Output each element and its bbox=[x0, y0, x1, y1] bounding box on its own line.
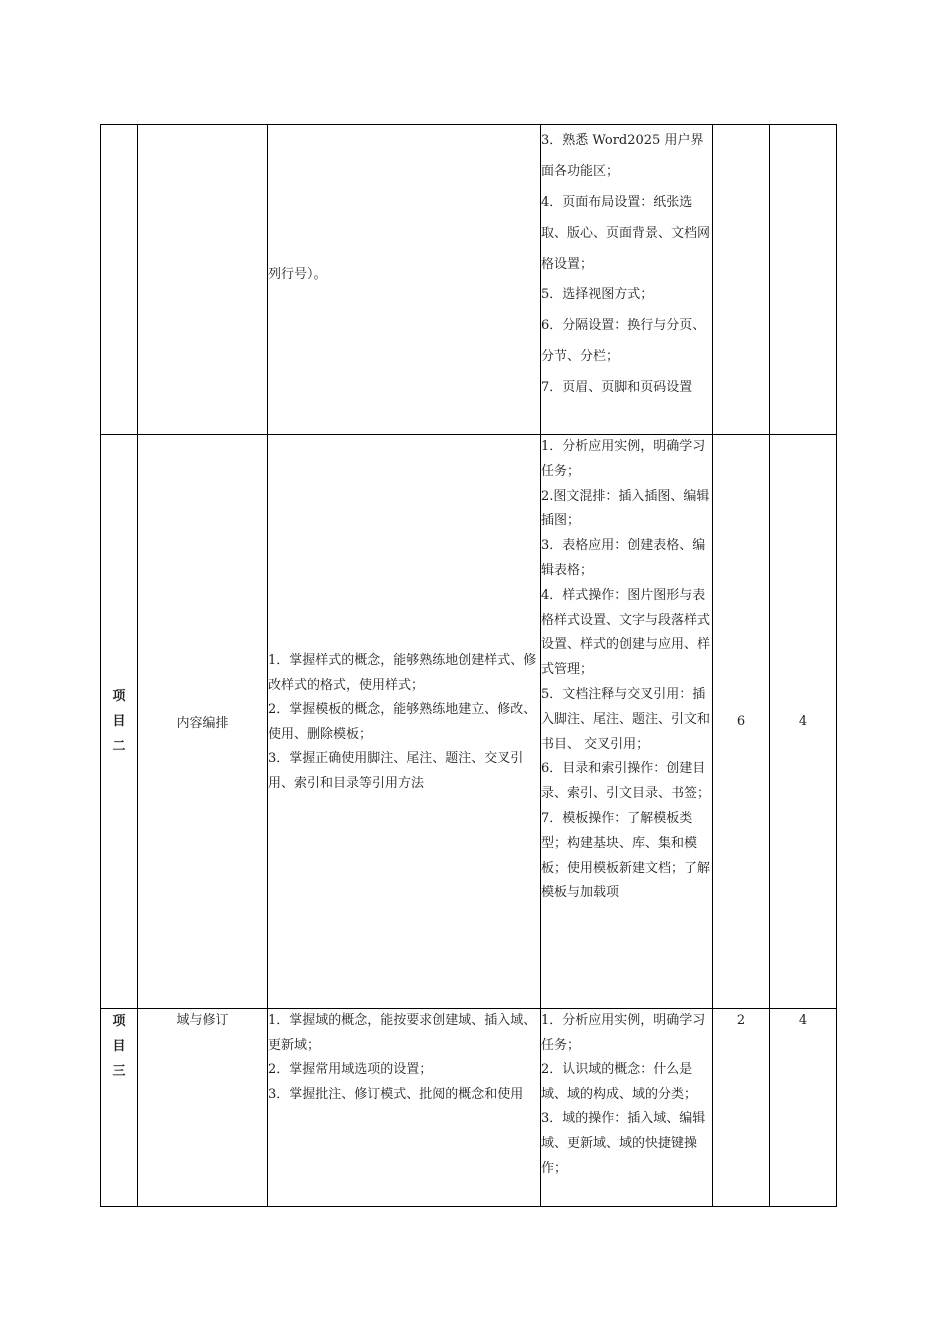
project-char: 项 bbox=[112, 1014, 126, 1029]
hours-practice-cell: 4 bbox=[770, 1009, 837, 1207]
goals-cell bbox=[268, 125, 541, 435]
task-item: 5．选择视图方式； bbox=[541, 287, 654, 302]
table-row bbox=[101, 435, 837, 1009]
project-cell bbox=[101, 1009, 138, 1207]
task-item: 3．域的操作：插入域、编辑域、更新域、域的快捷键操作； bbox=[541, 1111, 706, 1176]
task-item: 2．认识域的概念：什么是域、域的构成、域的分类； bbox=[541, 1062, 698, 1102]
module-name-cell: 域与修订 bbox=[138, 1009, 268, 1207]
project-char: 项 bbox=[112, 689, 126, 704]
task-item: 4．页面布局设置：纸张选取、版心、页面背景、文档网格设置； bbox=[541, 195, 711, 272]
goal-item: 3．掌握批注、修订模式、批阅的概念和使用 bbox=[268, 1086, 524, 1102]
module-name-cell bbox=[138, 125, 268, 435]
project-char: 二 bbox=[112, 739, 126, 754]
tasks-cell bbox=[541, 1009, 713, 1207]
project-char: 三 bbox=[112, 1064, 126, 1079]
goal-item: 1．掌握样式的概念，能够熟练地创建样式、修改样式的格式，使用样式； bbox=[268, 653, 537, 693]
project-char: 目 bbox=[112, 1039, 126, 1054]
hours-theory-cell: 2 bbox=[713, 1009, 770, 1207]
hours-practice-cell: 4 bbox=[770, 435, 837, 1009]
project-char: 目 bbox=[112, 714, 126, 729]
tasks-cell bbox=[541, 435, 713, 1009]
module-name-cell: 内容编排 bbox=[138, 435, 268, 1009]
tasks-cell bbox=[541, 125, 713, 435]
task-item: 7．页眉、页脚和页码设置 bbox=[541, 380, 693, 395]
hours-theory-cell bbox=[713, 125, 770, 435]
task-item: 3．表格应用：创建表格、编辑表格； bbox=[541, 538, 706, 578]
project-cell bbox=[101, 435, 138, 1009]
table-row bbox=[101, 1009, 837, 1207]
goal-item: 2．掌握常用域选项的设置； bbox=[268, 1062, 433, 1077]
goal-item: 2．掌握模板的概念，能够熟练地建立、修改、使用、删除模板； bbox=[268, 702, 537, 742]
task-item: 1．分析应用实例，明确学习任务； bbox=[541, 1013, 706, 1053]
table-row bbox=[101, 125, 837, 435]
project-cell bbox=[101, 125, 138, 435]
task-item: 6．分隔设置：换行与分页、分节、分栏； bbox=[541, 318, 706, 364]
task-item: 3．熟悉 Word2025 用户界面各功能区； bbox=[541, 133, 704, 179]
task-item: 4．样式操作：图片图形与表格样式设置、文字与段落样式设置、样式的创建与应用、样式管理； bbox=[541, 587, 711, 678]
task-item: 5．文档注释与交叉引用：插入脚注、尾注、题注、引文和书目、 交叉引用； bbox=[541, 686, 711, 752]
hours-practice-cell bbox=[770, 125, 837, 435]
goal-item: 1．掌握域的概念，能按要求创建域、插入域、更新域； bbox=[268, 1013, 537, 1053]
task-item: 1．分析应用实例，明确学习任务； bbox=[541, 439, 706, 479]
task-item: 2.图文混排：插入插图、编辑插图； bbox=[541, 488, 710, 529]
task-item: 7．模板操作：了解模板类型；构建基块、库、集和模板；使用模板新建文档；了解模板与加载项 bbox=[541, 810, 711, 901]
goal-item: 3．掌握正确使用脚注、尾注、题注、交叉引用、索引和目录等引用方法 bbox=[268, 751, 524, 791]
course-table bbox=[100, 124, 837, 1207]
goal-item: 列行号）。 bbox=[268, 267, 327, 283]
goals-cell bbox=[268, 1009, 541, 1207]
hours-theory-cell: 6 bbox=[713, 435, 770, 1009]
goals-cell bbox=[268, 435, 541, 1009]
task-item: 6．目录和索引操作：创建目录、索引、引文目录、书签； bbox=[541, 761, 711, 802]
